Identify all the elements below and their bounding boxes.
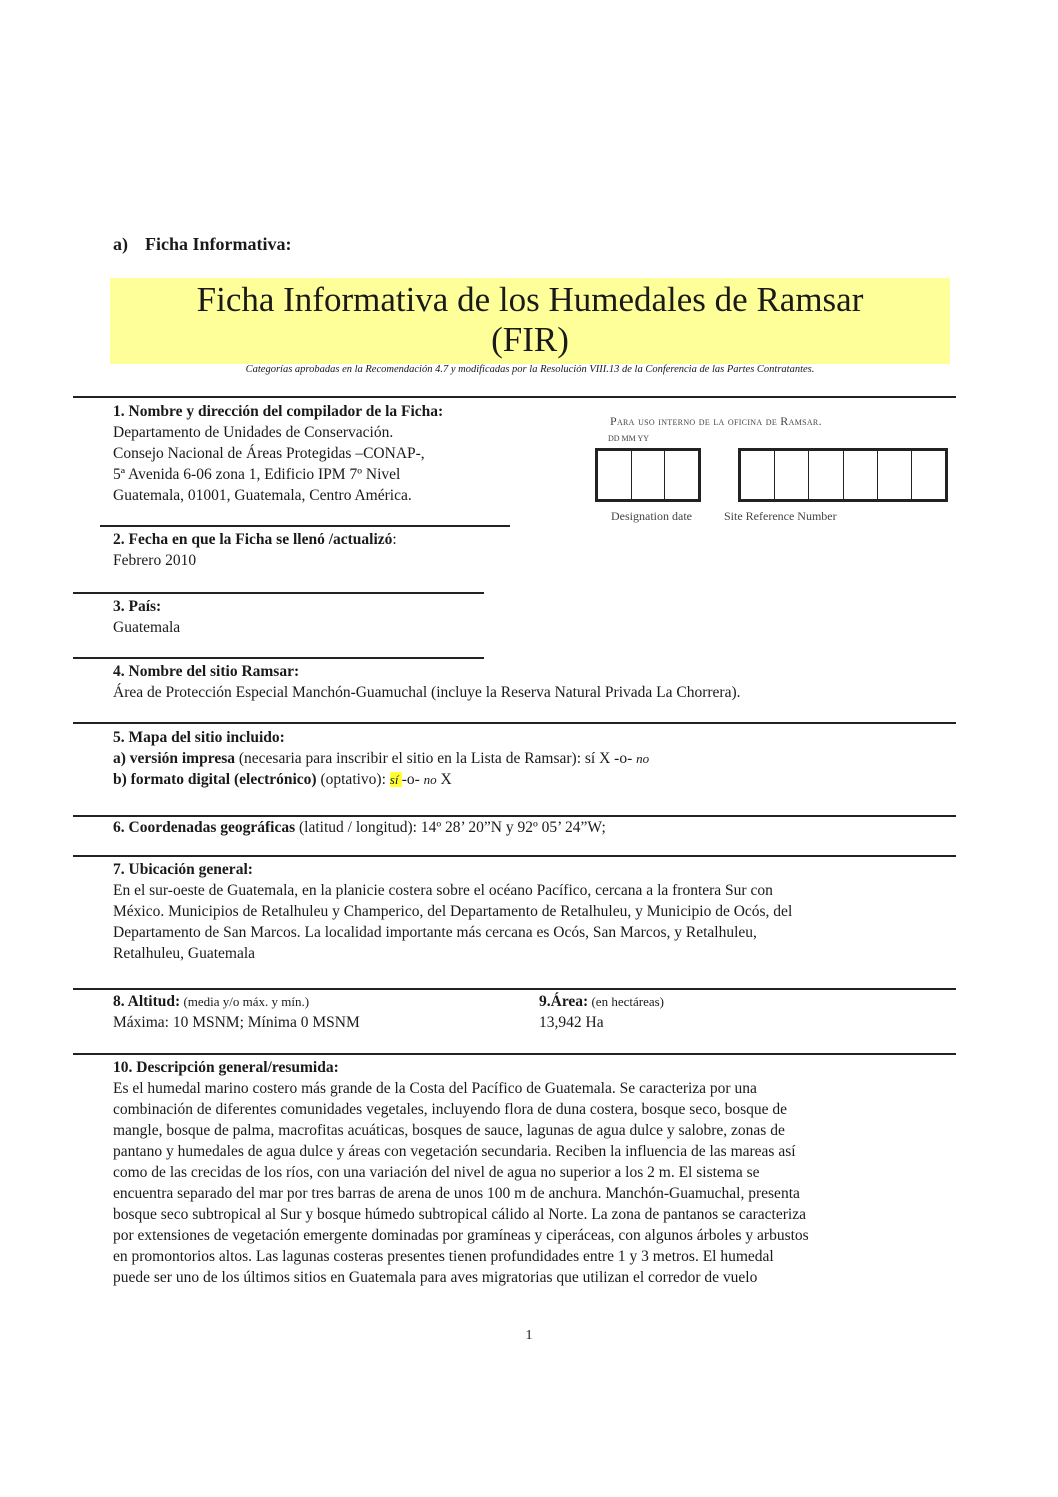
digital-format-no: no [423, 772, 437, 787]
map-digital-line [113, 769, 943, 790]
reference-cell [878, 451, 912, 499]
date-cell [598, 451, 632, 499]
compiler-line: 5ª Avenida 6-06 zona 1, Edificio IPM 7º Nivel [113, 466, 401, 483]
reference-cell [912, 451, 945, 499]
coordinates-value: (latitud / longitud): 14º 28’ 20”N y 92º 05’ 24”W; [295, 819, 606, 836]
reference-cell [775, 451, 809, 499]
designation-date-caption: Designation date [611, 509, 692, 523]
fill-date: Febrero 2010 [113, 552, 197, 569]
altitude-value: Máxima: 10 MSNM; Mínima 0 MSNM [113, 1014, 360, 1031]
designation-date-grid [595, 448, 701, 502]
section-8-title: 8. Altitud: [113, 993, 181, 1010]
section-6-title: 6. Coordenadas geográficas [113, 819, 296, 836]
section-heading [113, 234, 291, 255]
site-name-value: Área de Protección Especial Manchón-Guamuchal (incluye la Reserva Natural Privada La Chorrera). [113, 684, 741, 701]
reference-cell [809, 451, 843, 499]
location-line: México. Municipios de Retalhuleu y Champerico, del Departamento de Retalhuleu, y Municipio de Ocós, del [113, 903, 793, 920]
printed-version-label: a) versión impresa [113, 750, 235, 767]
divider [73, 855, 956, 857]
section-2-colon: : [392, 531, 397, 548]
digital-format-or: -o- [401, 771, 424, 788]
description-line: por extensiones de vegetación emergente dominadas por gramíneas y ciperáceas, con algunos árboles y arbustos [113, 1227, 809, 1244]
section-1 [113, 401, 583, 506]
digital-format-mark: X [436, 771, 452, 788]
divider [73, 396, 956, 398]
document-title [110, 278, 950, 364]
reference-cell [844, 451, 878, 499]
description-line: puede ser uno de los últimos sitios en Guatemala para aves migratorias que utilizan el corredor de vuelo [113, 1269, 758, 1286]
section-10 [113, 1057, 958, 1288]
title-line-1: Ficha Informativa de los Humedales de Ramsar [196, 280, 864, 319]
location-line: En el sur-oeste de Guatemala, en la planicie costera sobre el océano Pacífico, cercana a la frontera Sur con [113, 882, 773, 899]
section-2 [113, 529, 813, 571]
description-line: como de las crecidas de los ríos, con una variación del nivel de agua no superior a los 2 m. El sistema se [113, 1164, 760, 1181]
section-3 [113, 596, 813, 638]
divider [73, 988, 956, 990]
printed-version-no: no [636, 751, 650, 766]
printed-version-text: (necesaria para inscribir el sitio en la Lista de Ramsar): sí X -o- [234, 750, 637, 767]
country-value: Guatemala [113, 619, 181, 636]
internal-use-label: Para uso interno de la oficina de Ramsar. [610, 414, 822, 428]
compiler-line: Guatemala, 01001, Guatemala, Centro América. [113, 487, 412, 504]
location-line: Retalhuleu, Guatemala [113, 945, 256, 962]
description-line: mangle, bosque de palma, macrofitas acuáticas, bosques de sauce, lagunas de agua dulce y salobre, zonas de [113, 1122, 785, 1139]
description-line: combinación de diferentes comunidades vegetales, incluyendo flora de duna costera, bosque seco, bosque de [113, 1101, 788, 1118]
section-7-title: 7. Ubicación general: [113, 861, 253, 878]
site-reference-grid [738, 448, 948, 502]
document-subtitle: Categorías aprobadas en la Recomendación 4.7 y modificadas por la Resolución VIII.13 de la Conferencia de las Partes Contratantes. [245, 364, 815, 375]
section-3-title: 3. País: [113, 598, 162, 615]
description-line: Es el humedal marino costero más grande de la Costa del Pacífico de Guatemala. Se caracteriza por una [113, 1080, 757, 1097]
area-value: 13,942 Ha [539, 1014, 604, 1031]
altitude-note: (media y/o máx. y mín.) [180, 994, 310, 1009]
description-line: en promontorios altos. Las lagunas costeras presentes tienen profundidades entre 1 y 3 metros. El humedal [113, 1248, 774, 1265]
divider [73, 592, 484, 594]
location-line: Departamento de San Marcos. La localidad importante más cercana es Ocós, San Marcos, y Retalhuleu, [113, 924, 757, 941]
divider [73, 1053, 956, 1055]
section-9-title: 9.Área: [539, 993, 589, 1010]
digital-format-label: b) formato digital (electrónico) [113, 771, 317, 788]
site-reference-caption: Site Reference Number [724, 509, 837, 523]
description-line: pantano y humedales de agua dulce y áreas con vegetación secundaria. Reciben la influencia de las mareas así [113, 1143, 796, 1160]
section-4-title: 4. Nombre del sitio Ramsar: [113, 663, 300, 680]
section-10-title: 10. Descripción general/resumida: [113, 1059, 339, 1076]
digital-format-text: (optativo): [316, 771, 390, 788]
section-9 [539, 991, 939, 1033]
date-cell [665, 451, 698, 499]
heading-text: Ficha Informativa: [145, 234, 292, 254]
divider [73, 722, 956, 724]
page-number: 1 [525, 1328, 533, 1343]
area-note: (en hectáreas) [588, 994, 664, 1009]
section-4 [113, 661, 943, 703]
digital-format-si: sí [389, 772, 402, 787]
section-2-title: 2. Fecha en que la Ficha se llenó /actualizó [113, 531, 393, 548]
divider [73, 657, 484, 659]
reference-cell [741, 451, 775, 499]
heading-label: a) [113, 234, 128, 254]
section-7 [113, 859, 953, 964]
section-5 [113, 727, 943, 790]
section-5-title: 5. Mapa del sitio incluido: [113, 729, 285, 746]
date-format-label: DD MM YY [608, 434, 650, 443]
divider [100, 525, 510, 527]
title-line-2: (FIR) [491, 320, 569, 359]
description-line: encuentra separado del mar por tres barras de arena de unos 100 m de anchura. Manchón-Guamuchal, presenta [113, 1185, 800, 1202]
section-8 [113, 991, 513, 1033]
section-1-title: 1. Nombre y dirección del compilador de la Ficha: [113, 403, 444, 420]
map-printed-line [113, 748, 943, 769]
section-6 [113, 817, 943, 838]
compiler-line: Consejo Nacional de Áreas Protegidas –CONAP-, [113, 445, 425, 462]
compiler-line: Departamento de Unidades de Conservación. [113, 424, 394, 441]
description-line: bosque seco subtropical al Sur y bosque húmedo subtropical cálido al Norte. La zona de pantanos se caracteriza [113, 1206, 806, 1223]
date-cell [632, 451, 666, 499]
